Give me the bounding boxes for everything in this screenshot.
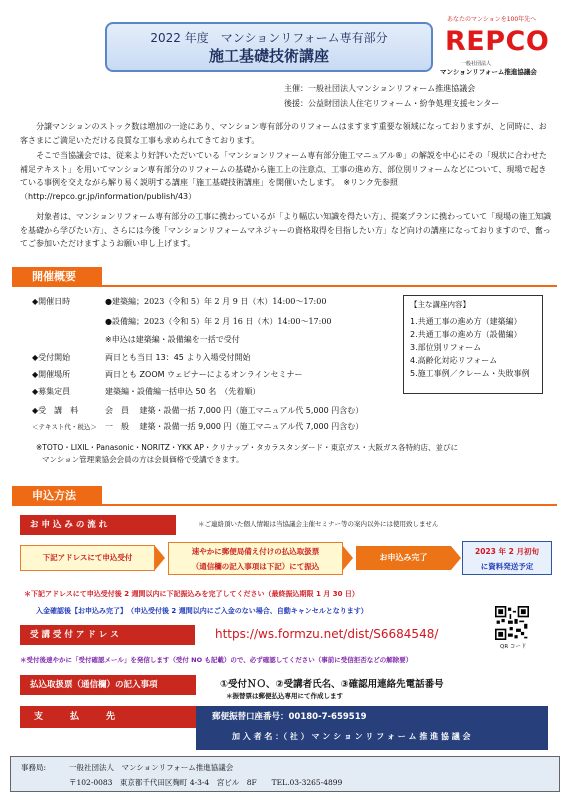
office-label: 事務局: (21, 763, 47, 772)
flow-step-2 (168, 542, 343, 575)
topics-title: 【主な講座内容】 (410, 300, 470, 309)
flow-arrow-2 (343, 546, 353, 570)
qr-code-icon (495, 606, 529, 640)
registration-url-link[interactable]: https://ws.formzu.net/dist/S6684548/ (215, 627, 439, 641)
office-address: 〒102-0083 東京都千代田区麹町 4-3-4 宮ビル 8F TEL.03-3265-4899 (69, 778, 343, 787)
topic-item: 3.部位別リフォーム (410, 343, 482, 352)
date-label: ◆開催日時 (32, 297, 71, 306)
deadline-note: ＊下記アドレスにて申込受付後 2 週間以内に下記振込みを完了してください（最終振込期限 1 月 30 日） (24, 590, 359, 598)
organizer: 主催：一般社団法人マンションリフォーム推進協議会 (284, 84, 476, 93)
venue-label: ◆開催場所 (32, 370, 71, 379)
topic-item: 5.施工事例／クレーム・失敗事例 (410, 369, 530, 378)
payee-name: 加 入 者 名 ：（ 社 ） マ ン シ ョ ン リ フ ォ ー ム 推 進 協 議 会 (232, 732, 471, 741)
fee-label: ◆受 講 料 (32, 406, 79, 415)
intro-paragraph-2: そこで当協議会では、従来より好評いただいている「マンションリフォーム専有部分施工マニュアル®」の解説を中心にその「現状に合わせた補足テキスト」を用いてマンション専有部分のリフォームの基礎から施工上の注意点、工事の進め方、部位別リフォームなどについて、現場で起きている事例を交えながら解り易く説明する講座「施工基礎技術講座」を開催いたします。 ※リンク先参照（http://repco.gr.jp/information/publish/43） (20, 151, 547, 201)
flow-step-4-line-2: に資料発送予定 (480, 562, 534, 571)
fee-member: 会 員 建築・設備一括 7,000 円（施工マニュアル代 5,000 円含む） (105, 406, 364, 415)
capacity-value: 建築編・設備編一括申込 50 名 （先着順） (105, 387, 261, 396)
topics-box (403, 295, 543, 394)
payment-label: 支 払 先 (20, 706, 196, 728)
flow-step-2-line-2: （通信欄の記入事項は下記）にて振込 (191, 562, 320, 571)
date-equipment: ●設備編；2023（令和 5）年 2 月 16 日（木）14:00～17:00 (105, 317, 332, 326)
apply-rule (12, 504, 557, 506)
intro-paragraph-1: 分譲マンションのストック数は増加の一途にあり、マンション専有部分のリフォームはますます重要な領域になっておりますが、と同時に、お客さまにご満足いただける良質な工事も求められてきております。 (20, 122, 547, 145)
venue-value: 両日とも ZOOM ウェビナーによるオンラインセミナー (105, 370, 303, 379)
fee-sub-label: ＜テキスト代・税込＞ (32, 423, 97, 431)
privacy-note: ＊ご連絡頂いた個人情報は当協議会主催セミナー等の案内以外には使用致しません (198, 520, 439, 528)
qr-caption: QR コード (500, 644, 527, 650)
date-building: ●建築編；2023（令和 5）年 2 月 9 日（木）14:00～17:00 (105, 297, 327, 306)
intro-paragraph-3: 対象者は、マンションリフォーム専有部分の工事に携わっているが「より幅広い知識を得たい方」、提案プランに携わっていて「現場の施工知識を基礎から学びたい方」、さらには今後「マンションリフォームマネジャーの資格取得を目指したい方」など向けの講座になっておりますので、奮ってご参加いただけますようお願い申し上げます。 (20, 212, 552, 248)
postal-account: 郵便振替口座番号：00180-7-659519 (212, 712, 367, 722)
member-note-line-1: ※TOTO・LIXIL・Panasonic・NORITZ・YKK AP・クリナップ・タカラスタンダード・東京ガス・大阪ガス各特約店、並びに (36, 443, 459, 452)
office-name: 一般社団法人 マンションリフォーム推進協議会 (69, 763, 234, 772)
footer-box (10, 756, 560, 792)
remit-items: ①受付ＮＯ、②受講者氏名、③確認用連絡先電話番号 (220, 679, 444, 690)
repco-logo: REPCO (445, 26, 550, 57)
reception-value: 両日とも当日 13：45 より入場受付開始 (105, 353, 251, 362)
logo-org-name: マンションリフォーム推進協議会 (440, 68, 537, 76)
topic-item: 4.高齢化対応リフォーム (410, 356, 498, 365)
topic-item: 2.共通工事の進め方（設備編） (410, 330, 522, 339)
flow-step-3: お申込み完了 (356, 546, 451, 570)
date-note: ※申込は建築編・設備編を一括で受付 (105, 335, 240, 344)
overview-heading: 開催概要 (12, 267, 102, 287)
logo-org-type: 一般社団法人 (461, 61, 492, 67)
flow-step-1: 下記アドレスにて申込受付 (20, 545, 155, 571)
overview-rule (12, 285, 557, 287)
remit-label: 払込取扱票（通信欄）の記入事項 (20, 675, 196, 695)
supporter: 後援：公益財団法人住宅リフォーム・紛争処理支援センター (284, 99, 500, 108)
flow-step-2-line-1: 速やかに郵便局備え付けの払込取扱票 (191, 547, 320, 556)
url-label: 受 講 受 付 ア ド レ ス (20, 625, 195, 645)
host-block (284, 81, 499, 111)
capacity-label: ◆募集定員 (32, 387, 71, 396)
title-banner (105, 22, 433, 72)
flow-step-4 (462, 541, 552, 575)
title-line-2: 施工基礎技術講座 (208, 47, 329, 65)
member-note (36, 442, 458, 466)
title-line-1: 2022 年度 マンションリフォーム専有部分 (150, 31, 388, 45)
reception-label: ◆受付開始 (32, 353, 71, 362)
confirm-mail-note: 入金確認後【お申込み完了】 （申込受付後 2 週間以内にご入金のない場合、自動キャンセルとなります） (36, 607, 368, 615)
member-note-line-2: マンション管理業協会会員の方は会員価格で受講できます。 (42, 455, 244, 464)
remit-note: ＊振替票は郵便払込専用にて作成します (226, 692, 343, 700)
flow-label: お 申 込 み の 流 れ (20, 515, 176, 535)
flow-step-4-line-1: 2023 年 2 月初旬 (475, 547, 539, 556)
payment-info-bar (196, 706, 548, 750)
logo-tagline: あなたのマンションを100年先へ (447, 16, 537, 23)
flow-arrow-3 (451, 546, 461, 570)
topic-item: 1.共通工事の進め方（建築編） (410, 317, 522, 326)
fee-general: 一 般 建築・設備一括 9,000 円（施工マニュアル代 7,000 円含む） (105, 422, 364, 431)
mail-note: ＊受付後速やかに「受付確認メール」を発信します（受付 NO も記載）ので、必ず確認してください（事前に受信拒否などの解除要） (20, 656, 413, 664)
flow-arrow-1 (155, 546, 165, 570)
apply-heading: 申込方法 (12, 486, 102, 506)
